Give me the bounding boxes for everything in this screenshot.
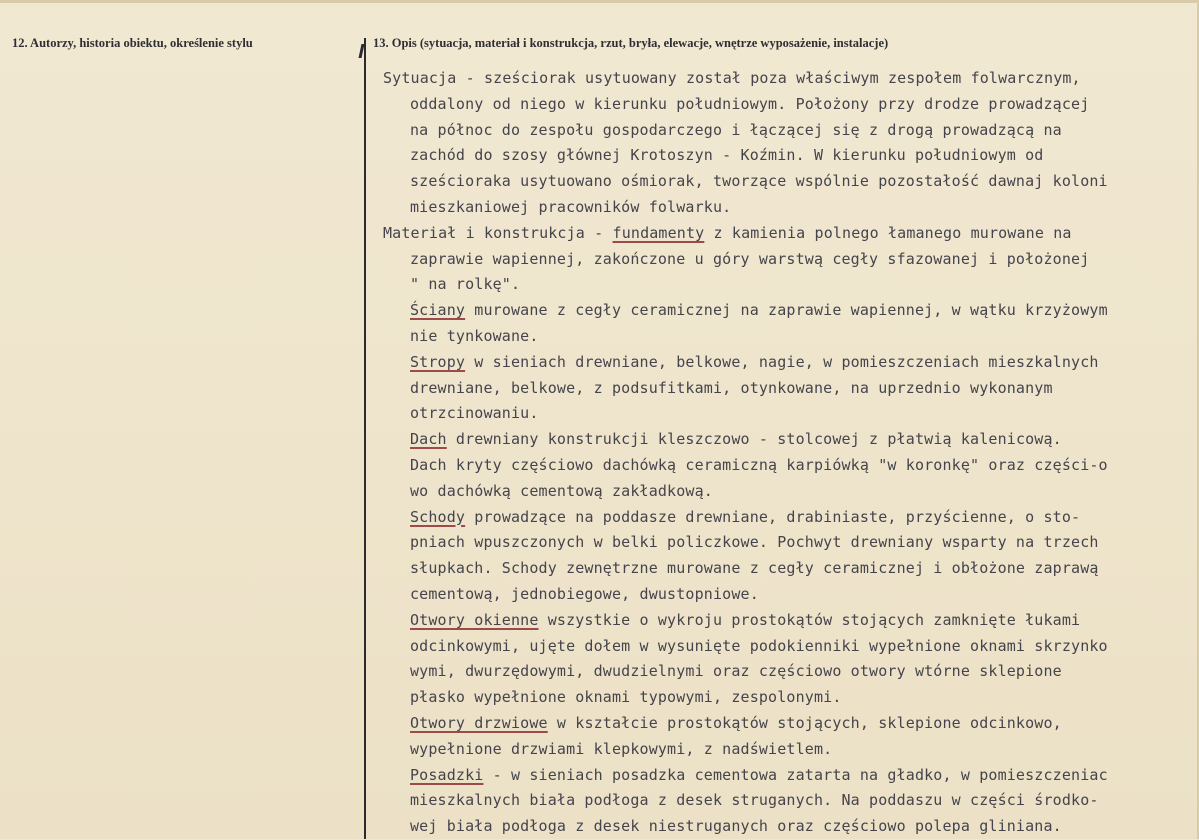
text-line: płasko wypełnione oknami typowymi, zespolonymi. — [410, 688, 842, 707]
underlined-term: fundamenty — [612, 223, 705, 242]
text-line: Dach kryty częściowo dachówką ceramiczną karpiówką "w koronkę" oraz części-o — [410, 455, 1108, 474]
text-segment: drewniany konstrukcji kleszczowo - stolcowej z płatwią kalenicową. — [446, 430, 1062, 449]
text-line: wej biała podłoga z desek niestruganych oraz częściowo polepa gliniana. — [410, 817, 1062, 836]
text-line: drewniane, belkowe, z podsufitkami, otynkowane, na uprzednio wykonanym — [410, 378, 1053, 397]
text-segment: Materiał i konstrukcja - — [383, 223, 613, 242]
text-line: na północ do zespołu gospodarczego i łączącej się z drogą prowadzącą na — [410, 120, 1062, 139]
text-line — [383, 221, 1183, 247]
text-line: wo dachówką cementową zakładkową. — [410, 481, 713, 500]
text-segment: wszystkie o wykroju prostokątów stojących zamknięte łukami — [538, 610, 1081, 629]
section-12-heading: 12. Autorzy, historia obiektu, określenie stylu — [12, 36, 253, 50]
text-line: oddalony od niego w kierunku południowym. Położony przy drodze prowadzącej — [410, 94, 1090, 113]
text-segment: z kamienia polnego łamanego murowane na — [704, 223, 1072, 242]
underlined-term: Otwory drzwiowe — [410, 713, 548, 732]
text-line: Sytuacja - sześciorak usytuowany został poza właściwym zespołem folwarcznym, — [383, 69, 1081, 87]
text-line: odcinkowymi, ujęte dołem w wysunięte podokienniki wypełnione oknami skrzynko — [410, 636, 1108, 655]
text-line — [383, 298, 1183, 324]
text-line: cementową, jednobiegowe, dwustopniowe. — [410, 584, 759, 603]
sheet-top-edge — [0, 0, 1199, 3]
text-line — [383, 427, 1183, 453]
text-segment: murowane z cegły ceramicznej na zaprawie wapiennej, w wątku krzyżowym — [465, 301, 1108, 320]
underlined-term: Dach — [410, 430, 447, 449]
description-text — [383, 66, 1183, 840]
text-line: zachód do szosy głównej Krotoszyn - Koźmin. W kierunku południowym od — [410, 146, 1044, 165]
section-13-heading: 13. Opis (sytuacja, materiał i konstrukcja, rzut, bryła, elewacje, wnętrze wyposażenie, instalacje) — [373, 36, 889, 50]
text-segment: - w sieniach posadzka cementowa zatarta na gładko, w pomieszczeniac — [483, 765, 1108, 784]
text-line: mieszkaniowej pracowników folwarku. — [410, 197, 732, 216]
underlined-term: Posadzki — [410, 765, 484, 784]
text-line: wymi, dwurzędowymi, dwudzielnymi oraz częściowo otwory wtórne sklepione — [410, 662, 1062, 681]
text-line — [383, 608, 1183, 634]
text-line — [383, 763, 1183, 789]
text-line — [383, 350, 1183, 376]
text-segment: w kształcie prostokątów stojących, sklepione odcinkowo, — [547, 713, 1062, 732]
text-line: " na rolkę". — [410, 275, 521, 294]
text-line: zaprawie wapiennej, zakończone u góry warstwą cegły sfazowanej i położonej — [410, 249, 1090, 268]
text-line: otrzcinowaniu. — [410, 404, 539, 423]
column-divider — [364, 38, 366, 839]
text-line: sześcioraka usytuowano ośmiorak, tworzące wspólnie pozostałość dawnaj koloni — [410, 172, 1108, 191]
text-line — [383, 711, 1183, 737]
text-line: słupkach. Schody zewnętrzne murowane z cegły ceramicznej i obłożone zaprawą — [410, 559, 1099, 578]
underlined-term: Stropy — [410, 352, 466, 371]
text-segment: w sieniach drewniane, belkowe, nagie, w pomieszczeniach mieszkalnych — [465, 352, 1099, 371]
underlined-term: Schody — [410, 507, 466, 526]
text-line: pniach wpuszczonych w belki policzkowe. Pochwyt drewniany wsparty na trzech — [410, 533, 1099, 552]
underlined-term: Ściany — [410, 301, 466, 320]
text-line — [383, 505, 1183, 531]
text-segment: prowadzące na poddasze drewniane, drabiniaste, przyścienne, o sto- — [465, 507, 1081, 526]
text-line: wypełnione drzwiami klepkowymi, z nadświetlem. — [410, 739, 833, 758]
underlined-term: Otwory okienne — [410, 610, 539, 629]
text-line: nie tynkowane. — [410, 326, 539, 345]
text-line: mieszkalnych biała podłoga z desek struganych. Na poddaszu w części środko- — [410, 791, 1099, 810]
